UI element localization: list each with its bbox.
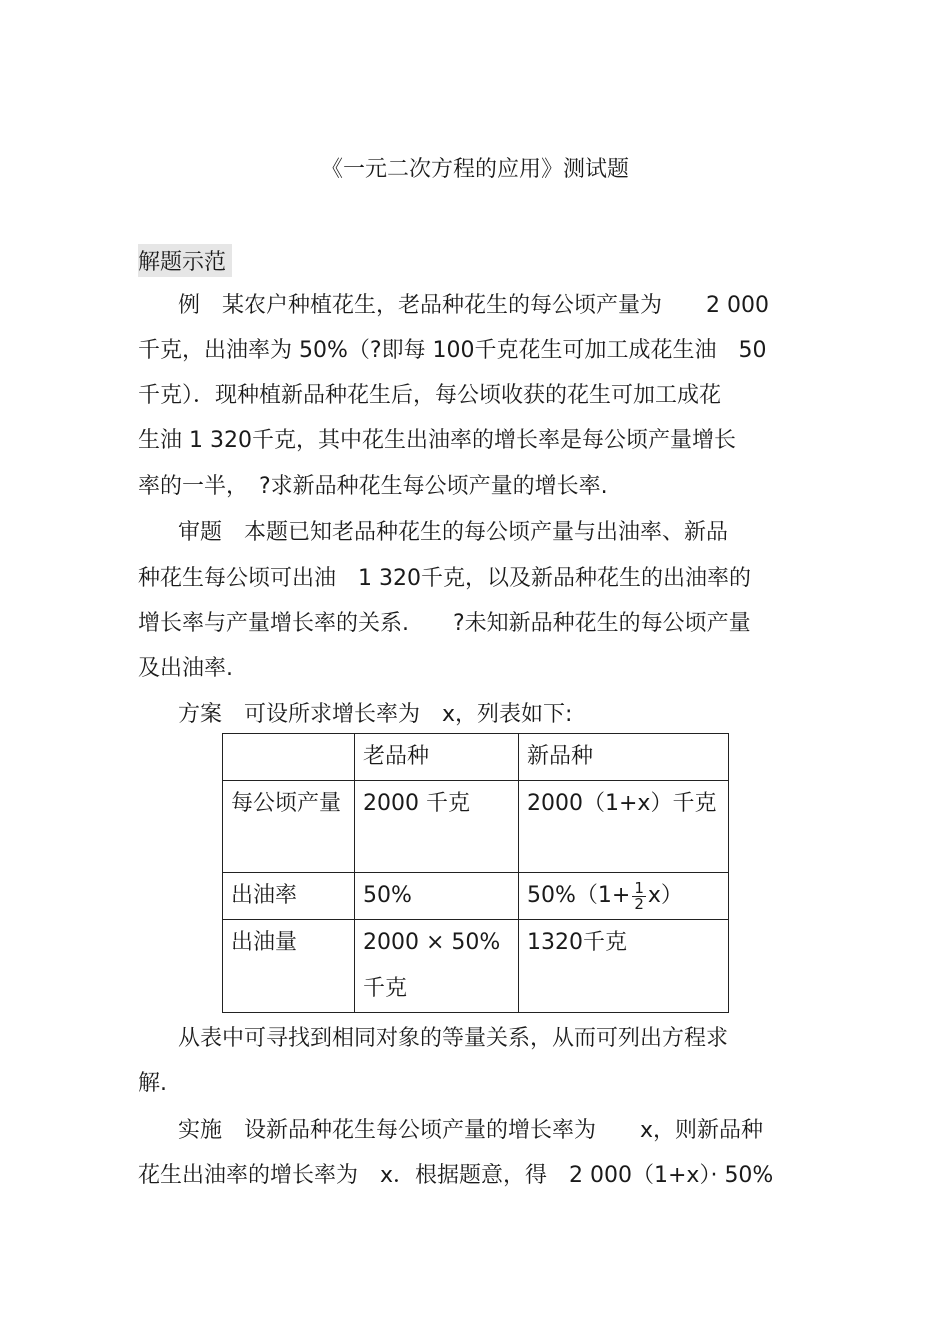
example-line-3: 千克）．现种植新品种花生后，每公顷收获的花生可加工成花 [138,383,722,408]
table-header-empty [223,734,355,781]
plan-line: 方案 可设所求增长率为 x，列表如下: [178,702,573,727]
analysis-line-2: 种花生每公顷可出油 1 320千克，以及新品种花生的出油率的 [138,566,751,591]
section-heading: 解题示范 [138,244,232,277]
table-row [223,873,729,920]
row-label-yield: 每公顷产量 [223,781,355,873]
table-row [223,920,729,1013]
example-line-4: 生油 1 320千克，其中花生出油率的增长率是每公顷产量增长 [138,428,736,453]
implement-line-2: 花生出油率的增长率为 x．根据题意，得 2 000（1+x）· 50% [138,1163,774,1188]
example-line-1: 例 某农户种植花生，老品种花生的每公顷产量为 2 000 [178,293,769,318]
example-line-5: 率的一半， ?求新品种花生每公顷产量的增长率. [138,474,608,499]
oil-rate-prefix: 50%（1+ [527,883,631,908]
fraction-one-half [632,878,646,913]
table-header-new: 新品种 [519,734,729,781]
table-row [223,781,729,873]
cell-old-oil-output: 2000 × 50% 千克 [355,920,519,1013]
implement-line-1: 实施 设新品种花生每公顷产量的增长率为 x，则新品种 [178,1118,764,1143]
cell-old-oil-rate: 50% [355,873,519,920]
cell-new-oil-rate [519,873,729,920]
oil-rate-suffix: x） [647,883,683,908]
analysis-line-3: 增长率与产量增长率的关系. ?未知新品种花生的每公顷产量 [138,611,751,636]
comparison-table [222,733,729,1013]
cell-new-oil-output: 1320千克 [519,920,729,1013]
example-line-2: 千克，出油率为 50%（?即每 100千克花生可加工成花生油 50 [138,338,767,363]
analysis-line-4: 及出油率. [138,656,233,681]
cell-old-yield: 2000 千克 [355,781,519,873]
after-line-2: 解. [138,1071,167,1096]
row-label-oil-rate: 出油率 [223,873,355,920]
fraction-numerator: 1 [634,878,644,897]
document-title: 《一元二次方程的应用》测试题 [320,157,629,182]
cell-new-yield: 2000（1+x）千克 [519,781,729,873]
fraction-denominator: 2 [634,894,644,913]
analysis-line-1: 审题 本题已知老品种花生的每公顷产量与出油率、新品 [178,520,729,545]
table-header-old: 老品种 [355,734,519,781]
row-label-oil-output: 出油量 [223,920,355,1013]
after-line-1: 从表中可寻找到相同对象的等量关系，从而可列出方程求 [178,1026,729,1051]
table-row [223,734,729,781]
